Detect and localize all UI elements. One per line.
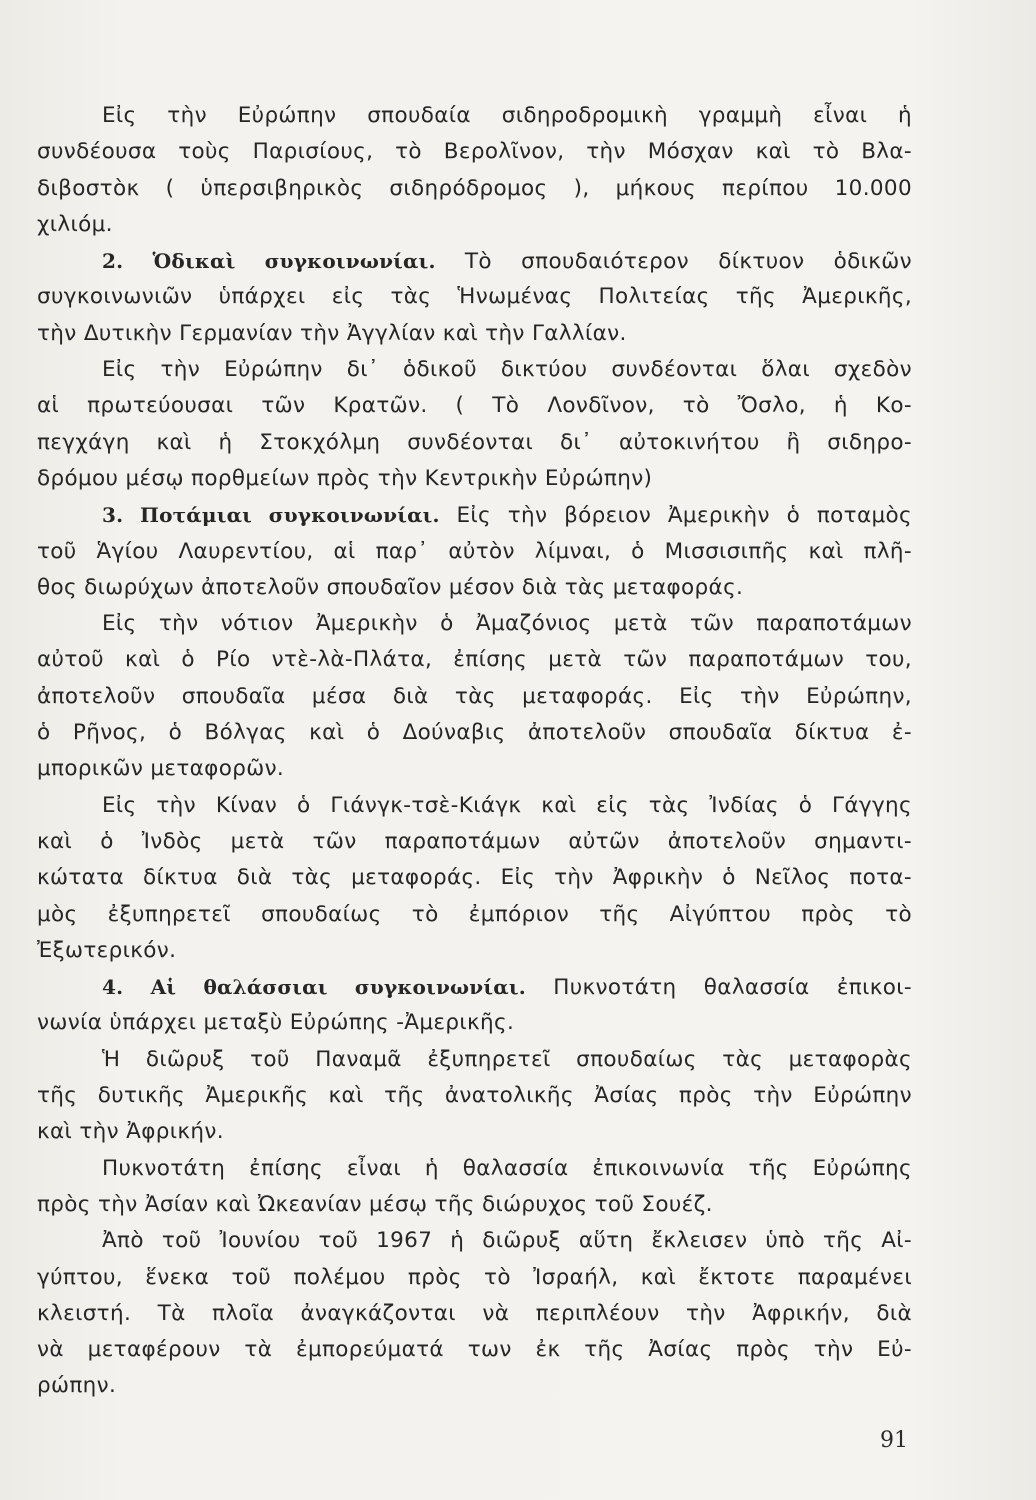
- text-line: [37, 534, 912, 570]
- text-line: [37, 751, 912, 787]
- text-line: [102, 352, 912, 388]
- text-line: [37, 388, 912, 424]
- line-text: γύπτου, ἕνεκα τοῦ πολέμου πρὸς τὸ Ἰσραήλ, καὶ ἔκτοτε παραμένει: [37, 1264, 912, 1290]
- line-text: συνδέουσα τοὺς Παρισίους, τὸ Βερολῖνον, τὴν Μόσχαν καὶ τὸ Βλα-: [37, 139, 912, 165]
- line-text: ἀποτελοῦν σπουδαῖα μέσα διὰ τὰς μεταφοράς. Εἰς τὴν Εὐρώπην,: [37, 683, 912, 709]
- text-line: [37, 824, 912, 860]
- line-text: τῆς δυτικῆς Ἀμερικῆς καὶ τῆς ἀνατολικῆς Ἀσίας πρὸς τὴν Εὐρώπην: [37, 1083, 912, 1109]
- section-heading-line: [102, 243, 912, 279]
- page-number: 91: [880, 1428, 908, 1453]
- body-text: [37, 98, 913, 1405]
- text-line: [37, 461, 912, 497]
- line-text: πεγχάγη καὶ ἡ Στοκχόλμη συνδέονται δι᾽ αὐτοκινήτου ἢ σιδηρο-: [37, 429, 912, 455]
- line-text: Εἰς τὴν Εὐρώπην σπουδαία σιδηροδρομικὴ γραμμὴ εἶναι ἡ: [102, 103, 912, 128]
- text-line: [102, 98, 912, 134]
- line-text: καὶ τὴν Ἀφρικήν.: [37, 1119, 224, 1145]
- line-text: διβοστὸκ ( ὑπερσιβηρικὸς σιδηρόδρομος ), μήκους περίπου 10.000: [37, 175, 912, 201]
- line-text: συγκοινωνιῶν ὑπάρχει εἰς τὰς Ἡνωμένας Πολιτείας τῆς Ἀμερικῆς,: [37, 284, 912, 310]
- line-text: Ἐξωτερικόν.: [37, 937, 177, 963]
- line-text: Εἰς τὴν νότιον Ἀμερικὴν ὁ Ἀμαζόνιος μετὰ τῶν παραποτάμων: [102, 611, 912, 637]
- text-line: [37, 1260, 912, 1296]
- text-line: [37, 1078, 912, 1114]
- text-line: [37, 134, 912, 170]
- text-line: [37, 1187, 912, 1223]
- line-text: Ἀπὸ τοῦ Ἰουνίου τοῦ 1967 ἡ διῶρυξ αὕτη ἔκλεισεν ὑπὸ τῆς Αἰ-: [102, 1228, 912, 1254]
- text-line: [37, 1332, 912, 1368]
- line-text: νωνία ὑπάρχει μεταξὺ Εὐρώπης -Ἀμερικῆς.: [37, 1010, 515, 1036]
- text-line: [102, 788, 912, 824]
- line-text: δρόμου μέσῳ πορθμείων πρὸς τὴν Κεντρικὴν Εὐρώπην): [37, 465, 653, 491]
- text-line: [102, 1223, 912, 1259]
- section-heading-line: [102, 497, 912, 533]
- line-text: Ἡ διῶρυξ τοῦ Παναμᾶ ἐξυπηρετεῖ σπουδαίως τὰς μεταφορὰς: [102, 1046, 912, 1072]
- text-line: [37, 425, 912, 461]
- text-line: [37, 1114, 912, 1150]
- section-heading-line: [102, 969, 912, 1005]
- text-line: [37, 860, 912, 896]
- text-line: [37, 715, 912, 751]
- line-text: Πυκνοτάτη ἐπίσης εἶναι ἡ θαλασσία ἐπικοινωνία τῆς Εὐρώπης: [102, 1155, 912, 1181]
- section-heading: 3. Ποτάμιαι συγκοινωνίαι.: [102, 503, 440, 528]
- text-line: [37, 316, 912, 352]
- text-line: [37, 642, 912, 678]
- text-line: [37, 897, 912, 933]
- text-line: [37, 679, 912, 715]
- text-line: [37, 1296, 912, 1332]
- line-text: χιλιόμ.: [37, 211, 113, 237]
- text-line: [102, 1151, 912, 1187]
- line-text: κώτατα δίκτυα διὰ τὰς μεταφοράς. Εἰς τὴν Ἀφρικὴν ὁ Νεῖλος ποτα-: [37, 865, 912, 891]
- line-text: Εἰς τὴν Κίναν ὁ Γιάνγκ-τσὲ-Κιάγκ καὶ εἰς τὰς Ἰνδίας ὁ Γάγγης: [102, 792, 912, 818]
- line-text: Εἰς τὴν βόρειον Ἀμερικὴν ὁ ποταμὸς: [439, 503, 912, 529]
- line-text: Εἰς τὴν Εὐρώπην δι᾽ ὁδικοῦ δικτύου συνδέονται ὅλαι σχεδὸν: [102, 357, 912, 383]
- section-heading: 4. Αἱ θαλάσσιαι συγκοινωνίαι.: [102, 975, 526, 1000]
- text-line: [37, 1005, 912, 1041]
- line-text: αἱ πρωτεύουσαι τῶν Κρατῶν. ( Τὸ Λονδῖνον, τὸ Ὄσλο, ἡ Κο-: [37, 393, 912, 419]
- text-line: [37, 933, 912, 969]
- text-line: [37, 1368, 912, 1404]
- text-line: [37, 171, 912, 207]
- line-text: Τὸ σπουδαιότερον δίκτυον ὁδικῶν: [435, 249, 913, 275]
- line-text: ὁ Ρῆνος, ὁ Βόλγας καὶ ὁ Δούναβις ἀποτελοῦν σπουδαῖα δίκτυα ἐ-: [37, 720, 912, 746]
- line-text: καὶ ὁ Ἰνδὸς μετὰ τῶν παραποτάμων αὐτῶν ἀποτελοῦν σημαντι-: [37, 828, 912, 854]
- text-line: [102, 1042, 912, 1078]
- text-line: [37, 279, 912, 315]
- line-text: Πυκνοτάτη θαλασσία ἐπικοι-: [525, 975, 912, 1001]
- text-line: [102, 606, 912, 642]
- line-text: κλειστή. Τὰ πλοῖα ἀναγκάζονται νὰ περιπλέουν τὴν Ἀφρικήν, διὰ: [37, 1300, 912, 1326]
- line-text: αὐτοῦ καὶ ὁ Ρίο ντὲ-λὰ-Πλάτα, ἐπίσης μετὰ τῶν παραποτάμων του,: [37, 647, 912, 673]
- text-line: [37, 570, 912, 606]
- line-text: τὴν Δυτικὴν Γερμανίαν τὴν Ἀγγλίαν καὶ τὴν Γαλλίαν.: [37, 320, 627, 346]
- line-text: μὸς ἐξυπηρετεῖ σπουδαίως τὸ ἐμπόριον τῆς Αἰγύπτου πρὸς τὸ: [37, 901, 912, 927]
- text-line: [37, 207, 912, 243]
- section-heading: 2. Ὁδικαὶ συγκοινωνίαι.: [102, 249, 436, 274]
- line-text: νὰ μεταφέρουν τὰ ἐμπορεύματά των ἐκ τῆς Ἀσίας πρὸς τὴν Εὐ-: [37, 1337, 912, 1363]
- line-text: μπορικῶν μεταφορῶν.: [37, 756, 285, 782]
- line-text: τοῦ Ἁγίου Λαυρεντίου, αἱ παρ᾽ αὐτὸν λίμναι, ὁ Μισσισιπῆς καὶ πλῆ-: [37, 538, 912, 564]
- line-text: πρὸς τὴν Ἀσίαν καὶ Ὠκεανίαν μέσῳ τῆς διώρυχος τοῦ Σουέζ.: [37, 1191, 713, 1217]
- line-text: ρώπην.: [37, 1373, 117, 1399]
- line-text: θος διωρύχων ἀποτελοῦν σπουδαῖον μέσον διὰ τὰς μεταφοράς.: [37, 574, 744, 600]
